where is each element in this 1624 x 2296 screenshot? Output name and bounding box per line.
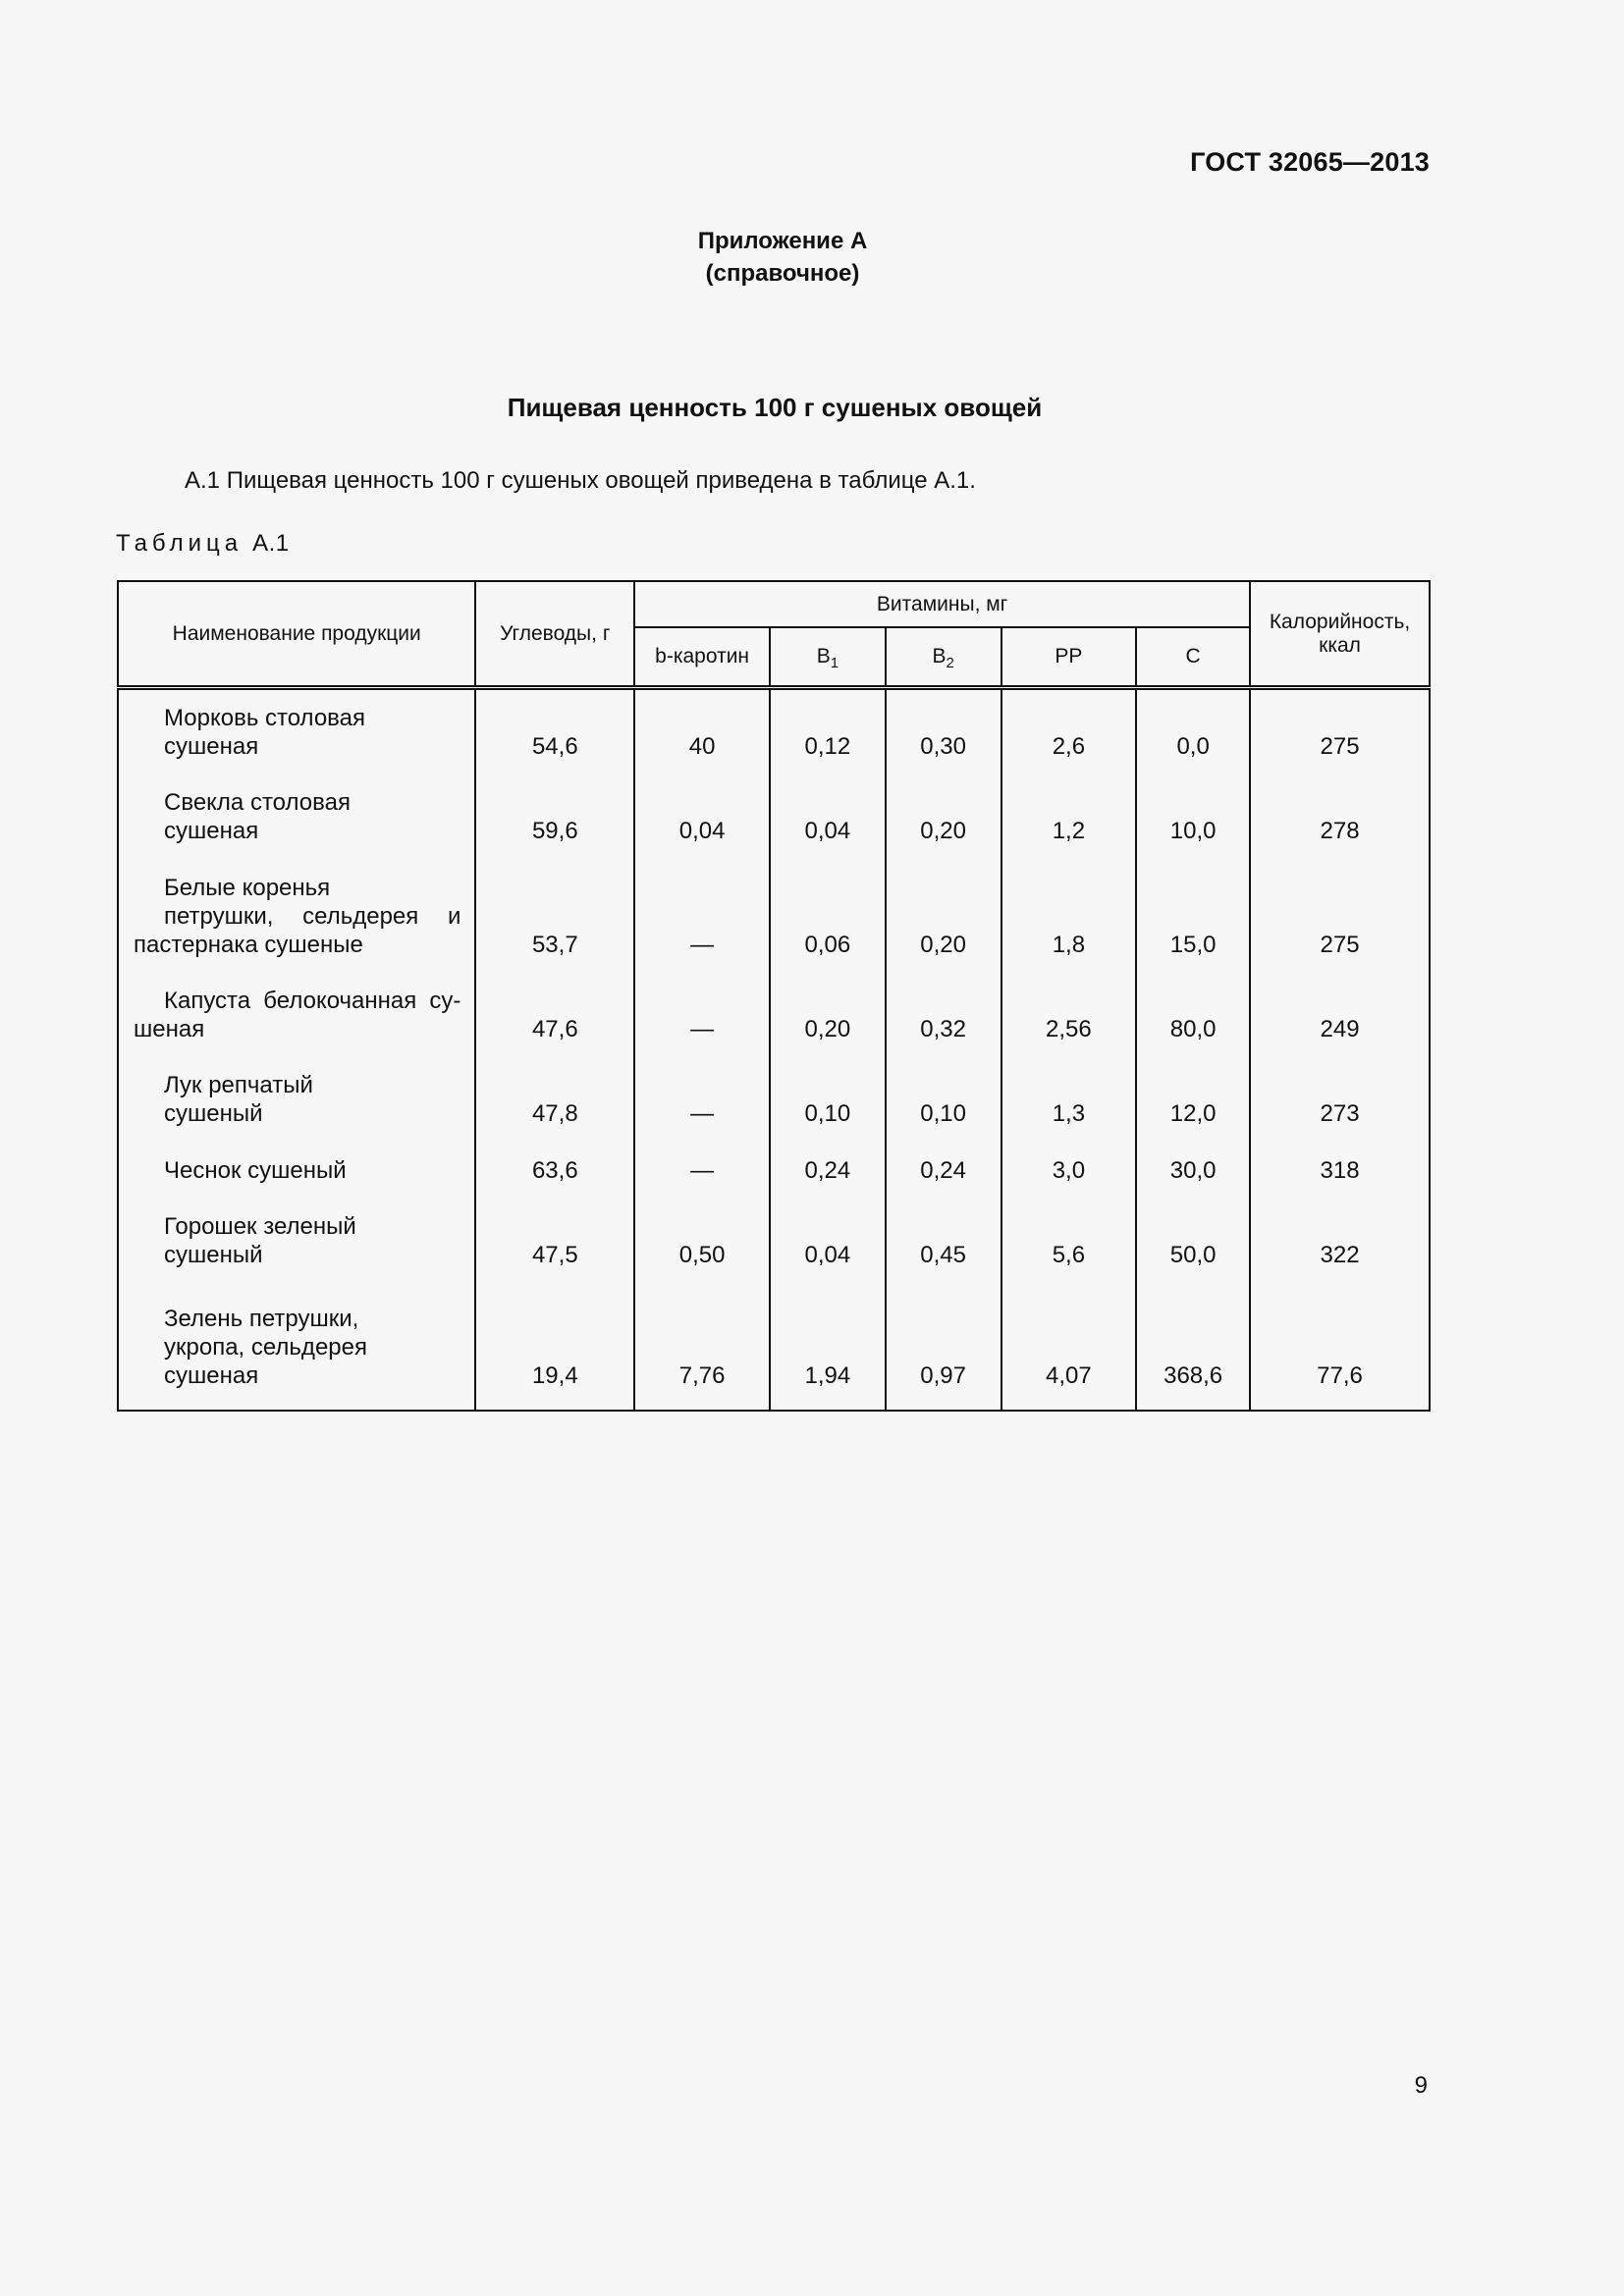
cell-bcarotene: — [634,969,770,1053]
appendix-title: Приложение А [697,228,868,254]
table-caption-label: Таблица [116,530,244,557]
product-name-line: Горошек зеленый [164,1212,356,1240]
cell-kcal: 275 [1250,688,1430,771]
cell-c: 30,0 [1136,1138,1250,1195]
cell-pp: 2,56 [1001,969,1137,1053]
cell-carbs: 47,5 [475,1195,634,1279]
cell-c: 15,0 [1136,855,1250,969]
cell-b2: 0,24 [886,1138,1001,1195]
cell-b1: 0,04 [770,771,886,855]
appendix-heading [0,225,1565,290]
cell-product-name [118,1053,475,1138]
nutrition-table [117,580,1431,1412]
product-name-line: Капуста белокочанная су- [164,987,461,1014]
cell-b2: 0,45 [886,1195,1001,1279]
product-name-line: петрушки, сельдерея и [164,902,461,930]
cell-kcal: 275 [1250,855,1430,969]
cell-bcarotene: — [634,1053,770,1138]
table-row [118,1279,1430,1411]
product-name-line: Свекла столовая [164,788,351,816]
product-name-line: сушеная [164,732,259,760]
cell-kcal: 77,6 [1250,1279,1430,1411]
product-name-line: сушеный [164,1099,263,1127]
cell-b2: 0,32 [886,969,1001,1053]
product-name-line: шеная [134,1015,205,1042]
cell-pp: 1,3 [1001,1053,1137,1138]
table-row [118,969,1430,1053]
cell-carbs: 54,6 [475,688,634,771]
cell-bcarotene: — [634,1138,770,1195]
product-name-line: сушеная [164,1362,259,1389]
header-vitamins: Витамины, мг [634,581,1250,627]
cell-kcal: 273 [1250,1053,1430,1138]
cell-bcarotene: 0,50 [634,1195,770,1279]
table-body [118,688,1430,1411]
cell-kcal: 318 [1250,1138,1430,1195]
cell-pp: 1,2 [1001,771,1137,855]
cell-pp: 1,8 [1001,855,1137,969]
header-b2 [886,627,1001,688]
table-row [118,1138,1430,1195]
cell-product-name [118,969,475,1053]
cell-product-name [118,1195,475,1279]
cell-pp: 4,07 [1001,1279,1137,1411]
cell-b2: 0,97 [886,1279,1001,1411]
cell-b1: 1,94 [770,1279,886,1411]
cell-b1: 0,06 [770,855,886,969]
header-calories [1250,581,1430,688]
cell-b1: 0,12 [770,688,886,771]
appendix-subtitle: (справочное) [705,260,860,287]
cell-carbs: 47,8 [475,1053,634,1138]
table-caption [116,530,290,558]
table-row [118,771,1430,855]
cell-product-name [118,855,475,969]
cell-kcal: 249 [1250,969,1430,1053]
header-b2-base: B [932,645,947,667]
cell-c: 50,0 [1136,1195,1250,1279]
header-calories-line1: Калорийность, [1269,610,1411,633]
cell-bcarotene: — [634,855,770,969]
cell-kcal: 278 [1250,771,1430,855]
cell-b1: 0,20 [770,969,886,1053]
table-caption-number: А.1 [252,530,290,557]
cell-pp: 2,6 [1001,688,1137,771]
product-name-line: пастернака сушеные [134,931,363,958]
cell-carbs: 53,7 [475,855,634,969]
header-pp: PP [1001,627,1137,688]
cell-bcarotene: 40 [634,688,770,771]
cell-b2: 0,30 [886,688,1001,771]
cell-c: 10,0 [1136,771,1250,855]
header-b1-sub: 1 [830,655,839,671]
page-number: 9 [1414,2072,1428,2099]
cell-pp: 3,0 [1001,1138,1137,1195]
cell-c: 0,0 [1136,688,1250,771]
table-row [118,855,1430,969]
header-calories-line2: ккал [1319,633,1361,657]
product-name-line: Зелень петрушки, [164,1305,359,1332]
product-name-line: Чеснок сушеный [164,1156,347,1184]
header-bcarotene: b-каротин [634,627,770,688]
header-b1-base: B [816,645,831,667]
cell-product-name [118,1138,475,1195]
cell-kcal: 322 [1250,1195,1430,1279]
cell-b1: 0,24 [770,1138,886,1195]
header-b1 [770,627,886,688]
cell-b2: 0,20 [886,855,1001,969]
cell-product-name [118,688,475,771]
cell-carbs: 47,6 [475,969,634,1053]
cell-carbs: 19,4 [475,1279,634,1411]
header-c: C [1136,627,1250,688]
cell-pp: 5,6 [1001,1195,1137,1279]
cell-c: 80,0 [1136,969,1250,1053]
cell-b2: 0,10 [886,1053,1001,1138]
cell-c: 368,6 [1136,1279,1250,1411]
header-carbs: Углеводы, г [475,581,634,688]
product-name-line: сушеная [164,817,259,844]
table-row [118,1195,1430,1279]
header-product-name: Наименование продукции [118,581,475,688]
product-name-line: Лук репчатый [164,1071,313,1098]
product-name-line: укропа, сельдерея [164,1333,367,1361]
cell-carbs: 63,6 [475,1138,634,1195]
cell-b1: 0,04 [770,1195,886,1279]
table-row [118,688,1430,771]
header-b2-sub: 2 [946,655,954,671]
product-name-line: Белые коренья [164,874,331,901]
document-code: ГОСТ 32065—2013 [1190,147,1430,177]
cell-bcarotene: 0,04 [634,771,770,855]
table-row [118,1053,1430,1138]
cell-c: 12,0 [1136,1053,1250,1138]
cell-product-name [118,1279,475,1411]
cell-product-name [118,771,475,855]
cell-b2: 0,20 [886,771,1001,855]
cell-bcarotene: 7,76 [634,1279,770,1411]
product-name-line: Морковь столовая [164,704,365,731]
cell-carbs: 59,6 [475,771,634,855]
cell-b1: 0,10 [770,1053,886,1138]
product-name-line: сушеный [164,1241,263,1268]
intro-paragraph: А.1 Пищевая ценность 100 г сушеных овощей приведена в таблице А.1. [185,467,976,494]
table-header [118,581,1430,688]
section-title: Пищевая ценность 100 г сушеных овощей [507,393,1043,422]
